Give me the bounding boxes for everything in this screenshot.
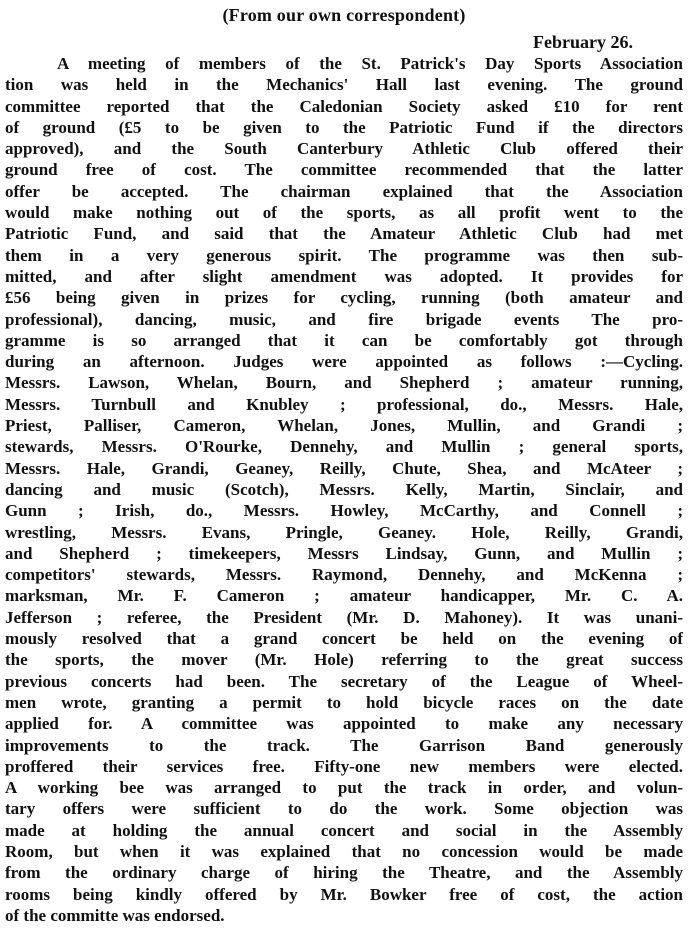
article-line: and Shepherd ; timekeepers, Messrs Lindsay, Gunn, and Mullin ; [5,543,683,563]
article-line: approved), and the South Canterbury Athletic Club offered their [5,139,683,159]
article-line: rooms being kindly offered by Mr. Bowker free of cost, the action [5,884,683,904]
article-line: offer be accepted. The chairman explained that the Association [5,181,683,201]
article-line: applied for. A committee was appointed to make any necessary [5,714,683,734]
article-line: of ground (£5 to be given to the Patriotic Fund if the directors [5,117,683,137]
article-line: tary offers were sufficient to do the work. Some objection was [5,799,683,819]
article-line: A meeting of members of the St. Patrick's Day Sports Association [57,54,683,73]
article-line: Room, but when it was explained that no concession would be made [5,841,683,861]
article-line: men wrote, granting a permit to hold bicycle races on the date [5,692,683,712]
article-line: proffered their services free. Fifty-one new members were elected. [5,756,683,776]
article-line: Gunn ; Irish, do., Messrs. Howley, McCarthy, and Connell ; [5,501,683,521]
article-line: Jefferson ; referee, the President (Mr. D. Mahoney). It was unani- [5,607,683,627]
article-line: mously resolved that a grand concert be held on the evening of [5,629,683,649]
article-line: previous concerts had been. The secretary of the League of Wheel- [5,671,683,691]
article-body [5,53,683,926]
byline: (From our own correspondent) [222,5,466,25]
article-line: Messrs. Turnbull and Knubley ; professional, do., Messrs. Hale, [5,394,683,414]
article-line: wrestling, Messrs. Evans, Pringle, Geaney. Hole, Reilly, Grandi, [5,522,683,542]
article-line: Messrs. Lawson, Whelan, Bourn, and Shepherd ; amateur running, [5,373,683,393]
article-line: improvements to the track. The Garrison Band generously [5,735,683,755]
article-line: Patriotic Fund, and said that the Amateur Athletic Club had met [5,224,683,244]
article-line: them in a very generous spirit. The programme was then sub- [5,245,683,265]
article-line: gramme is so arranged that it can be comfortably got through [5,330,683,350]
dateline: February 26. [533,32,633,52]
article-line: Messrs. Hale, Grandi, Geaney, Reilly, Chute, Shea, and McAteer ; [5,458,683,478]
article-line: tion was held in the Mechanics' Hall last evening. The ground [5,75,683,95]
article-line: of the committe was endorsed. [5,905,225,925]
article-line: competitors' stewards, Messrs. Raymond, Dennehy, and McKenna ; [5,565,683,585]
article-line: ground free of cost. The committee recommended that the latter [5,160,683,180]
article-line: A working bee was arranged to put the track in order, and volun- [5,778,683,798]
article-line: dancing and music (Scotch), Messrs. Kelly, Martin, Sinclair, and [5,479,683,499]
article-line: mitted, and after slight amendment was adopted. It provides for [5,266,683,286]
article-line: committee reported that the Caledonian Society asked £10 for rent [5,96,683,116]
article-line: the sports, the mover (Mr. Hole) referring to the great success [5,650,683,670]
article-line: marksman, Mr. F. Cameron ; amateur handicapper, Mr. C. A. [5,586,683,606]
article-line: made at holding the annual concert and social in the Assembly [5,820,683,840]
article-line: professional), dancing, music, and fire brigade events The pro- [5,309,683,329]
article-line: would make nothing out of the sports, as all profit went to the [5,203,683,223]
article-line: £56 being given in prizes for cycling, running (both amateur and [5,288,683,308]
article-line: stewards, Messrs. O'Rourke, Dennehy, and Mullin ; general sports, [5,437,683,457]
article-line: from the ordinary charge of hiring the Theatre, and the Assembly [5,863,683,883]
article-line: during an afternoon. Judges were appointed as follows :—Cycling. [5,352,683,372]
article-line: Priest, Palliser, Cameron, Whelan, Jones, Mullin, and Grandi ; [5,416,683,436]
